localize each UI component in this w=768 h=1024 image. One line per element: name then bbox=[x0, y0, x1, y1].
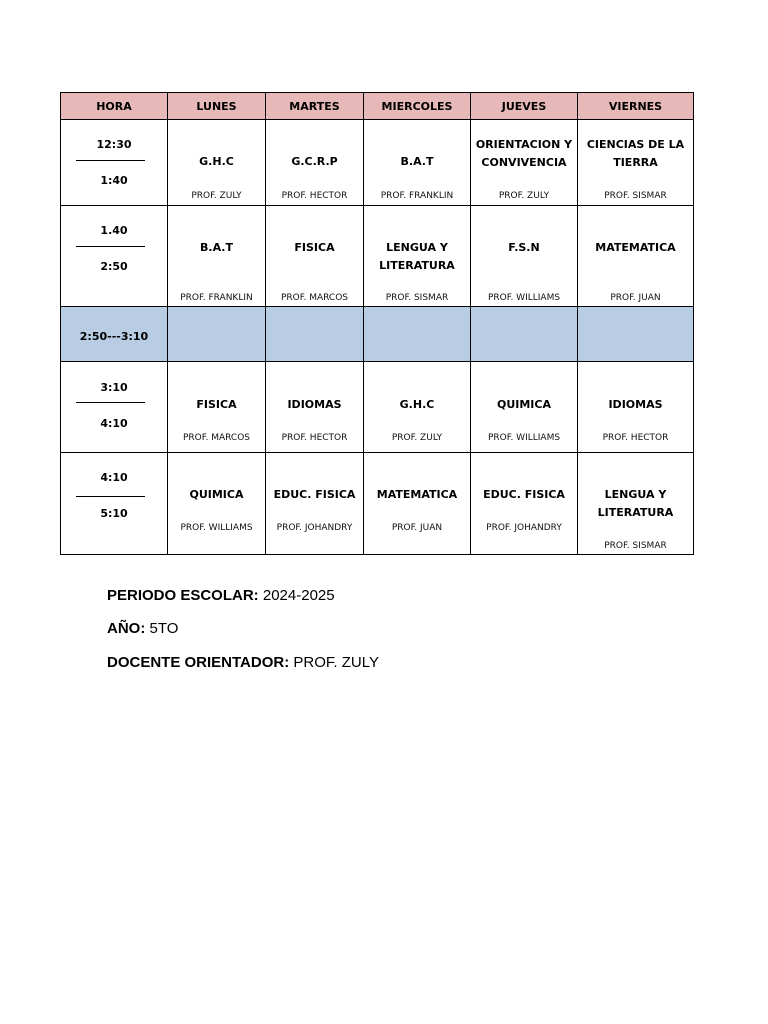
subject-name: QUIMICA bbox=[496, 398, 551, 411]
schedule-row bbox=[61, 120, 694, 206]
header-day-viernes: VIERNES bbox=[578, 93, 694, 120]
header-day-martes: MARTES bbox=[266, 93, 364, 120]
subject-name: FISICA bbox=[294, 241, 335, 254]
time-start: 4:10 bbox=[100, 471, 128, 484]
subject-name: CIENCIAS DE LA TIERRA bbox=[586, 138, 685, 169]
schedule-row bbox=[61, 362, 694, 453]
time-divider bbox=[76, 496, 145, 497]
subject-name: G.C.R.P bbox=[291, 155, 338, 168]
break-cell bbox=[168, 307, 266, 362]
subject-name: G.H.C bbox=[199, 155, 234, 168]
class-cell bbox=[364, 362, 471, 453]
class-cell bbox=[578, 120, 694, 206]
professor-name: PROF. MARCOS bbox=[280, 293, 349, 303]
professor-name: PROF. SISMAR bbox=[385, 293, 449, 303]
time-start: 12:30 bbox=[96, 138, 132, 151]
professor-name: PROF. WILLIAMS bbox=[487, 293, 561, 303]
class-cell bbox=[578, 362, 694, 453]
class-cell bbox=[471, 206, 578, 307]
header-day-jueves: JUEVES bbox=[471, 93, 578, 120]
class-cell bbox=[266, 120, 364, 206]
subject-name: ORIENTACION Y CONVIVENCIA bbox=[475, 138, 573, 169]
professor-name: PROF. FRANKLIN bbox=[380, 191, 454, 201]
class-cell bbox=[168, 120, 266, 206]
professor-name: PROF. SISMAR bbox=[604, 191, 667, 201]
subject-name: F.S.N bbox=[508, 241, 540, 254]
break-cell bbox=[266, 307, 364, 362]
class-cell bbox=[364, 453, 471, 555]
subject-name: FISICA bbox=[196, 398, 237, 411]
header-day-miercoles: MIERCOLES bbox=[364, 93, 471, 120]
time-start: 1.40 bbox=[100, 224, 128, 237]
time-divider bbox=[76, 160, 145, 161]
class-cell bbox=[266, 453, 364, 555]
header-day-lunes: LUNES bbox=[168, 93, 266, 120]
professor-name: PROF. JUAN bbox=[391, 523, 443, 533]
time-divider bbox=[76, 246, 145, 247]
professor-name: PROF. JOHANDRY bbox=[276, 523, 353, 533]
break-cell bbox=[471, 307, 578, 362]
schedule-row bbox=[61, 206, 694, 307]
time-end: 5:10 bbox=[100, 507, 128, 520]
time-cell bbox=[61, 453, 168, 555]
professor-name: PROF. JOHANDRY bbox=[486, 523, 562, 533]
subject-name: IDIOMAS bbox=[287, 398, 342, 411]
time-end: 2:50 bbox=[100, 260, 128, 273]
docente-orientador-value: PROF. ZULY bbox=[293, 654, 379, 671]
subject-name: QUIMICA bbox=[189, 488, 244, 501]
subject-name: EDUC. FISICA bbox=[273, 488, 356, 501]
periodo-escolar-line bbox=[107, 587, 335, 605]
anio-label: AÑO: bbox=[107, 620, 146, 637]
subject-name: B.A.T bbox=[200, 241, 233, 254]
class-cell bbox=[578, 453, 694, 555]
professor-name: PROF. HECTOR bbox=[281, 433, 348, 443]
schedule-row bbox=[61, 453, 694, 555]
time-end: 4:10 bbox=[100, 417, 128, 430]
subject-name: G.H.C bbox=[399, 398, 435, 411]
subject-name: MATEMATICA bbox=[595, 241, 676, 254]
professor-name: PROF. JUAN bbox=[610, 293, 661, 303]
time-cell bbox=[61, 206, 168, 307]
time-divider bbox=[76, 402, 145, 403]
professor-name: PROF. HECTOR bbox=[602, 433, 669, 443]
subject-name: IDIOMAS bbox=[608, 398, 663, 411]
professor-name: PROF. ZULY bbox=[498, 191, 550, 201]
professor-name: PROF. WILLIAMS bbox=[487, 433, 561, 443]
professor-name: PROF. FRANKLIN bbox=[180, 293, 253, 303]
periodo-escolar-label: PERIODO ESCOLAR: bbox=[107, 587, 259, 604]
class-cell bbox=[266, 362, 364, 453]
professor-name: PROF. SISMAR bbox=[604, 541, 667, 551]
class-cell bbox=[471, 362, 578, 453]
schedule-table bbox=[60, 92, 694, 555]
docente-orientador-label: DOCENTE ORIENTADOR: bbox=[107, 654, 290, 671]
class-cell bbox=[364, 120, 471, 206]
professor-name: PROF. ZULY bbox=[191, 191, 242, 201]
class-cell bbox=[168, 206, 266, 307]
professor-name: PROF. HECTOR bbox=[281, 191, 348, 201]
time-cell bbox=[61, 120, 168, 206]
professor-name: PROF. ZULY bbox=[391, 433, 443, 443]
class-cell bbox=[168, 453, 266, 555]
docente-orientador-line bbox=[107, 654, 379, 672]
subject-name: B.A.T bbox=[400, 155, 434, 168]
time-cell bbox=[61, 362, 168, 453]
header-hora: HORA bbox=[61, 93, 168, 120]
class-cell bbox=[364, 206, 471, 307]
class-cell bbox=[266, 206, 364, 307]
subject-name: LENGUA Y LITERATURA bbox=[597, 488, 674, 519]
class-cell bbox=[471, 453, 578, 555]
subject-name: LENGUA Y LITERATURA bbox=[379, 241, 455, 272]
anio-line bbox=[107, 620, 178, 638]
break-time-label: 2:50---3:10 bbox=[79, 329, 149, 343]
break-row bbox=[61, 307, 694, 362]
anio-value: 5TO bbox=[149, 620, 179, 637]
subject-name: EDUC. FISICA bbox=[483, 488, 565, 501]
professor-name: PROF. WILLIAMS bbox=[180, 523, 253, 533]
class-cell bbox=[168, 362, 266, 453]
class-cell bbox=[471, 120, 578, 206]
break-cell bbox=[364, 307, 471, 362]
class-cell bbox=[578, 206, 694, 307]
header-row bbox=[61, 93, 694, 120]
professor-name: PROF. MARCOS bbox=[182, 433, 251, 443]
time-end: 1:40 bbox=[100, 174, 128, 187]
break-cell bbox=[578, 307, 694, 362]
break-time-cell bbox=[61, 307, 168, 362]
time-start: 3:10 bbox=[100, 381, 128, 394]
subject-name: MATEMATICA bbox=[376, 488, 458, 501]
periodo-escolar-value: 2024-2025 bbox=[262, 587, 335, 604]
